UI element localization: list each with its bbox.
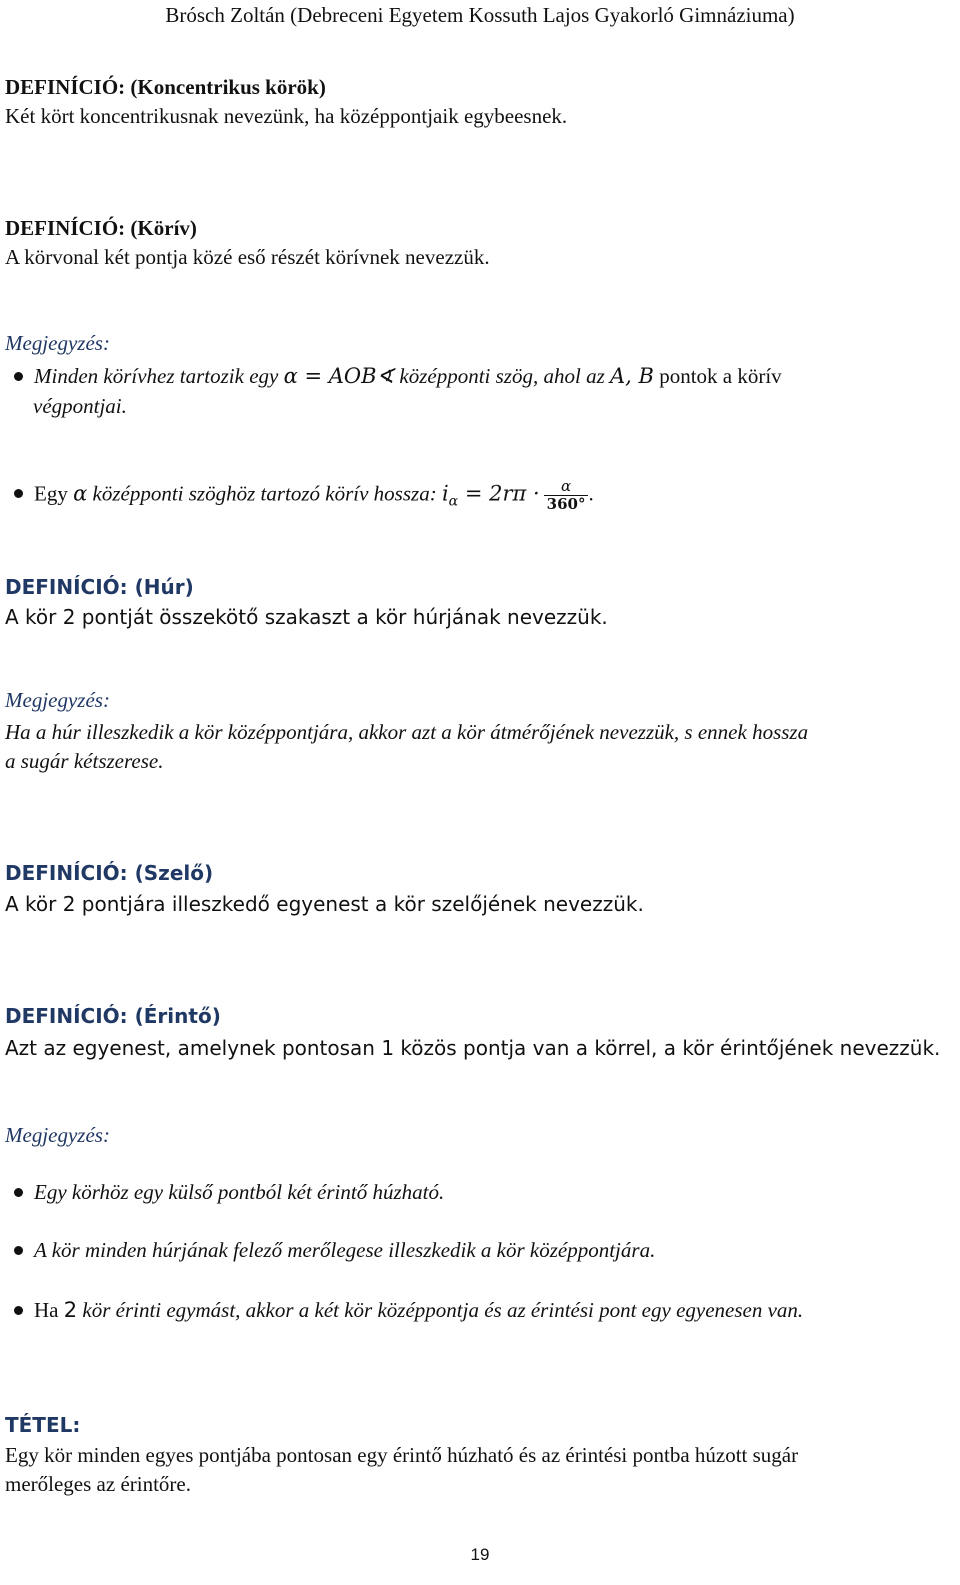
theorem-line-2: merőleges az érintőre. <box>5 1472 191 1496</box>
page-number: 19 <box>470 1545 490 1564</box>
definition-text-koncentrikus: Két kört koncentrikusnak nevezünk, ha középpontjaik egybeesnek. <box>5 104 568 128</box>
note-label-2: Megjegyzés: <box>5 688 110 712</box>
bullet-icon <box>14 1188 23 1197</box>
definition-title-koncentrikus: DEFINÍCIÓ: (Koncentrikus körök) <box>5 75 326 99</box>
note1-bullet-1-line2: végpontjai. <box>33 394 127 418</box>
arc-length-fraction: $\frac{\alpha}{360^\circ}$ <box>544 478 589 513</box>
bullet-icon <box>14 489 23 498</box>
note-label-3: Megjegyzés: <box>5 1123 110 1147</box>
definition-text-erinto: Azt az egyenest, amelynek pontosan 1 közös pontja van a körrel, a kör érintőjének nevezzük. <box>5 1036 941 1060</box>
note3-bullet-3-text: Ha 2 kör érinti egymást, akkor a két kör középpontja és az érintési pont egy egyenesen van. <box>34 1298 804 1322</box>
theorem-title: TÉTEL: <box>5 1413 81 1437</box>
theorem-line-1: Egy kör minden egyes pontjába pontosan egy érintő húzható és az érintési pontba húzott sugár <box>5 1443 799 1467</box>
definition-text-hur: A kör 2 pontját összekötő szakaszt a kör húrjának nevezzük. <box>5 605 608 629</box>
definition-title-koriv: DEFINÍCIÓ: (Körív) <box>5 216 197 240</box>
definition-text-koriv: A körvonal két pontja közé eső részét körívnek nevezzük. <box>5 245 490 269</box>
note1-bullet-2-text: Egy α középponti szöghöz tartozó körív hossza: $i_\alpha = 2r\pi$ · $\frac{\alpha}{360^\circ}$ . <box>34 477 594 513</box>
note1-bullet-1-text: Minden körívhez tartozik egy α = AOB∢ középponti szög, ahol az A, B pontok a körív <box>34 364 782 388</box>
bullet-icon <box>14 1246 23 1255</box>
note3-bullet-2-text: A kör minden húrjának felező merőlegese illeszkedik a kör középpontjára. <box>34 1238 656 1262</box>
bullet-icon <box>14 372 23 381</box>
note2-line-2: a sugár kétszerese. <box>5 749 164 773</box>
page-header: Brósch Zoltán (Debreceni Egyetem Kossuth Lajos Gyakorló Gimnáziuma) <box>165 3 795 27</box>
definition-title-hur: DEFINÍCIÓ: (Húr) <box>5 575 194 599</box>
bullet-icon <box>14 1306 23 1315</box>
note-label-1: Megjegyzés: <box>5 331 110 355</box>
definition-text-szelo: A kör 2 pontjára illeszkedő egyenest a kör szelőjének nevezzük. <box>5 892 644 916</box>
definition-title-szelo: DEFINÍCIÓ: (Szelő) <box>5 861 214 885</box>
note3-bullet-1-text: Egy körhöz egy külső pontból két érintő húzható. <box>34 1180 445 1204</box>
definition-title-erinto: DEFINÍCIÓ: (Érintő) <box>5 1004 221 1028</box>
note2-line-1: Ha a húr illeszkedik a kör középpontjára, akkor azt a kör átmérőjének nevezzük, s ennek hossza <box>5 720 809 744</box>
